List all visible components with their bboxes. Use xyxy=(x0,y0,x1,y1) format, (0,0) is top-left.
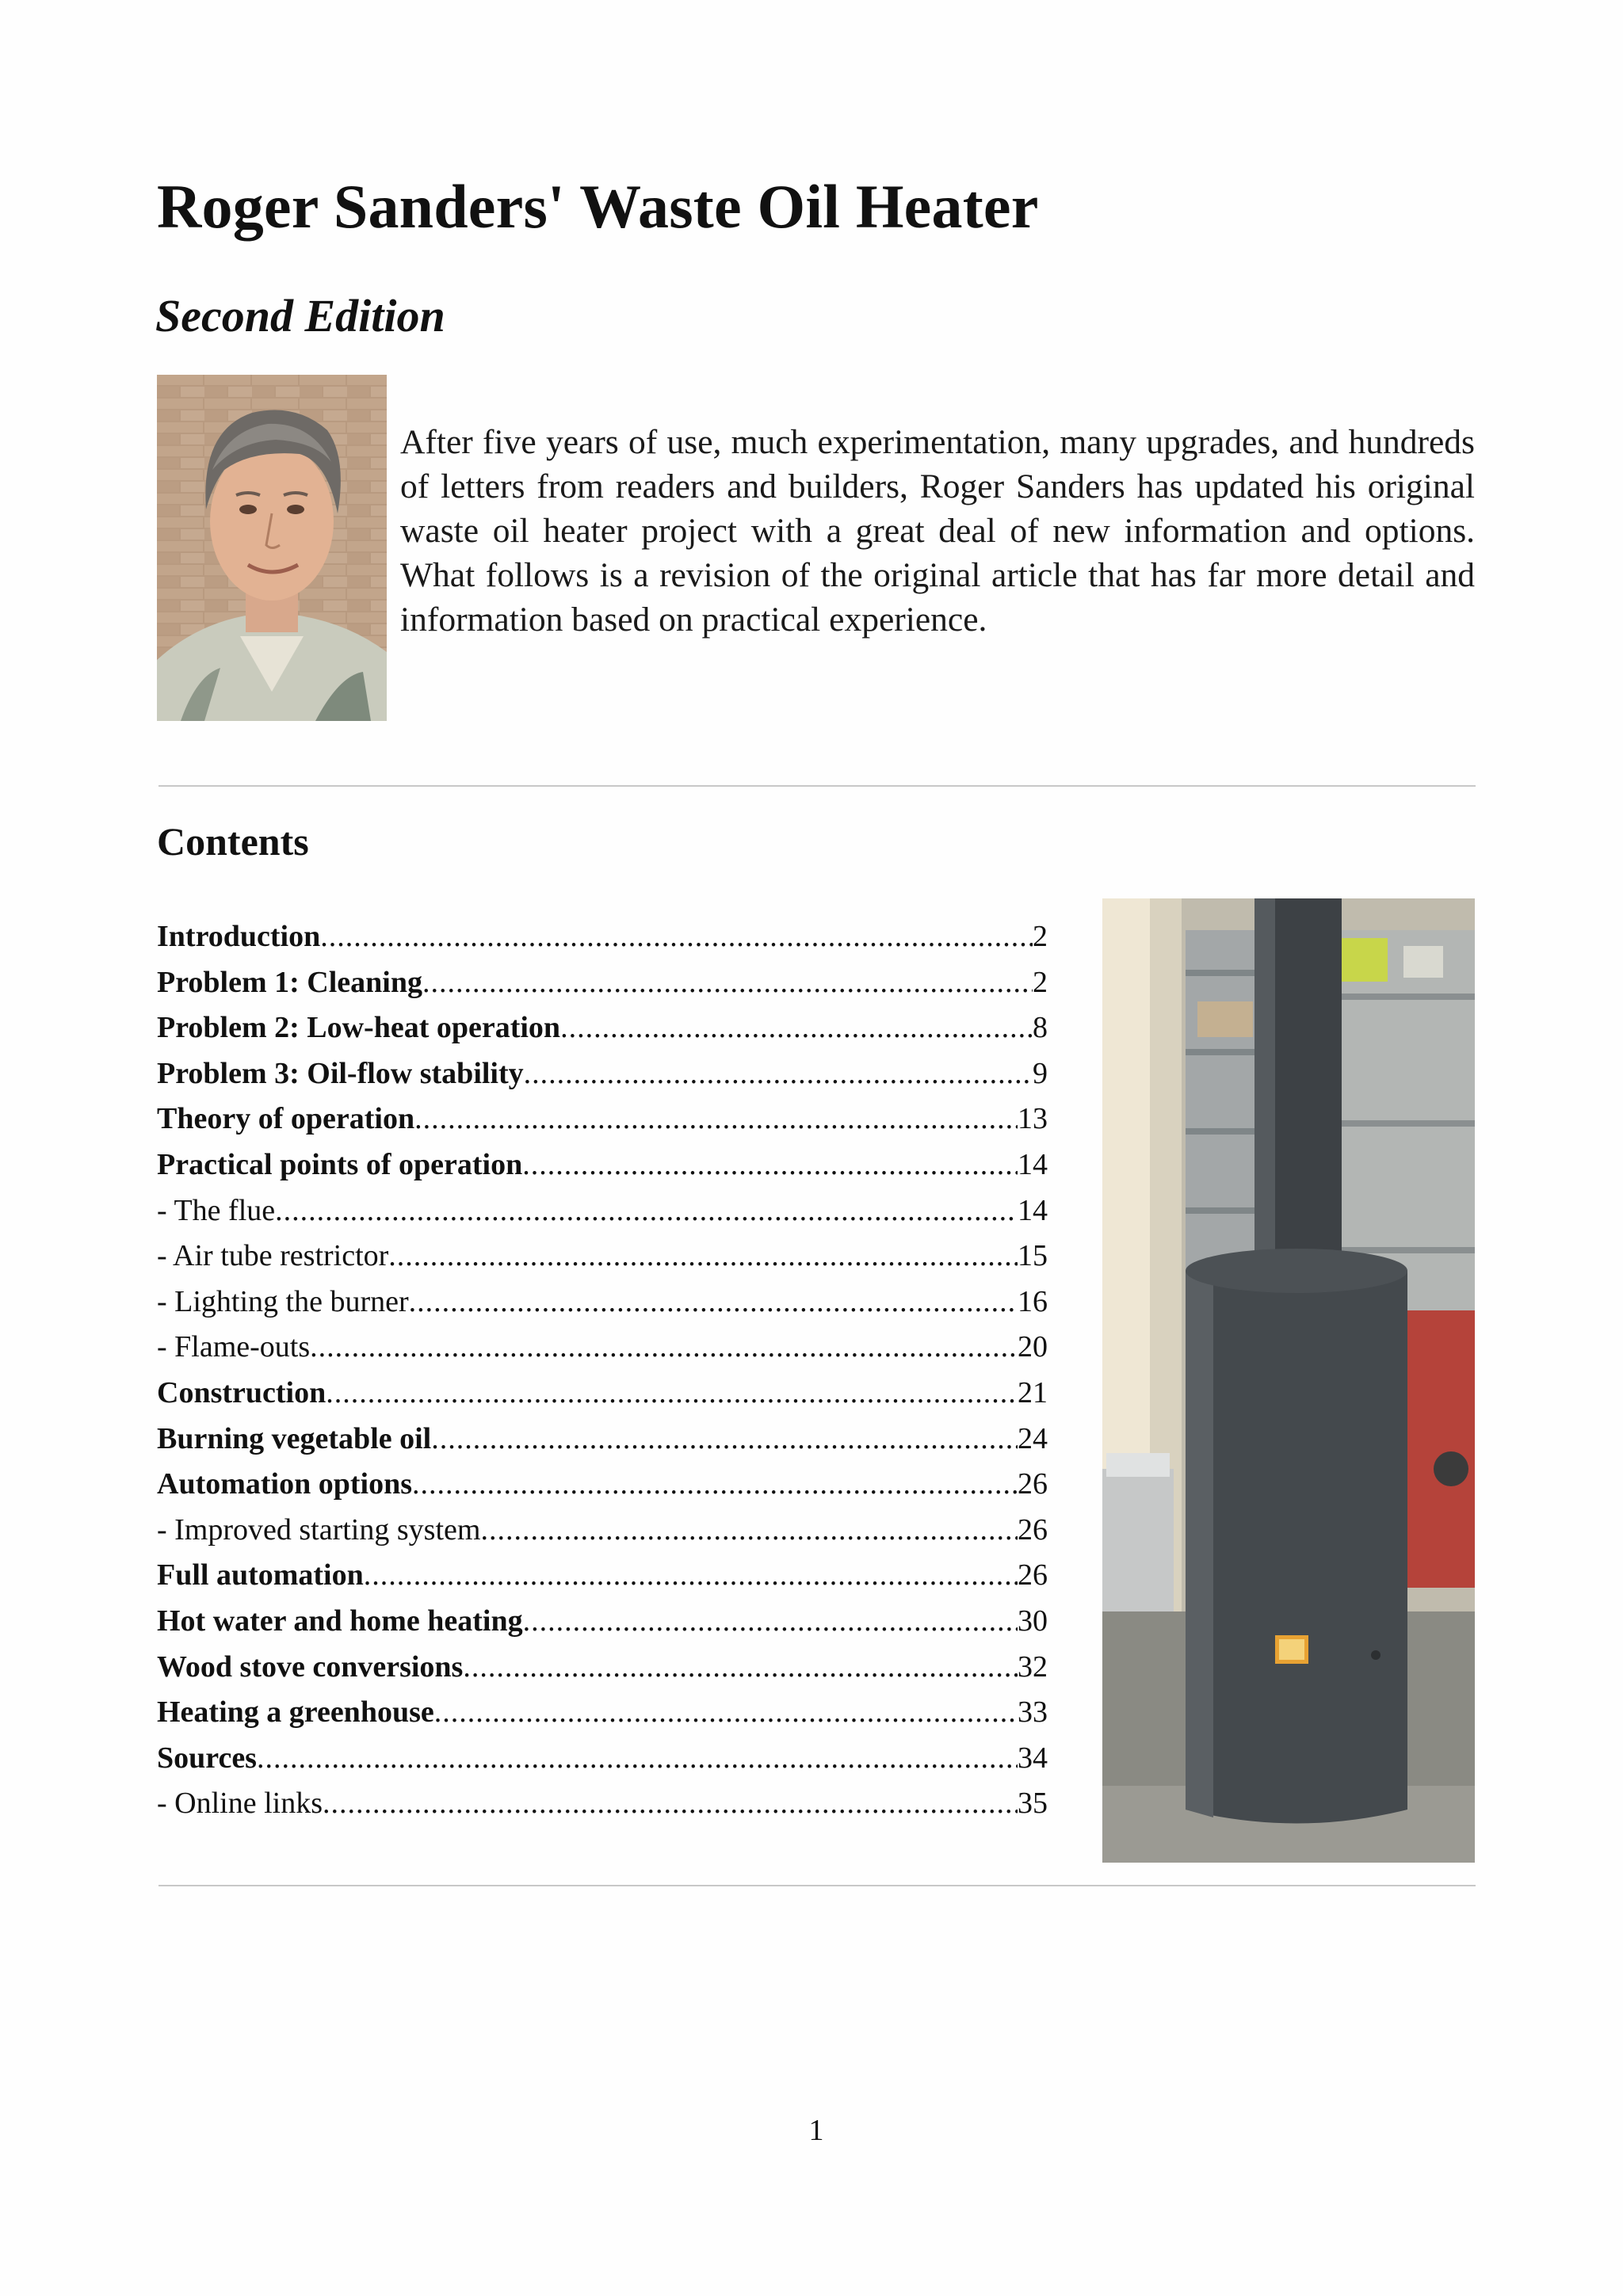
toc-entry-label: Sources xyxy=(157,1741,257,1775)
toc-entry xyxy=(157,1781,1048,1827)
toc-entry xyxy=(157,1553,1048,1599)
toc-entry-page: 14 xyxy=(1018,1147,1048,1181)
toc-entry-label: Automation options xyxy=(157,1467,412,1501)
toc-dot-leader xyxy=(414,1097,1018,1142)
intro-paragraph: After five years of use, much experimentation, many upgrades, and hundreds of letters from readers and builders, Roger Sanders has updated his original waste oil heater project with a great deal of new information and options. What follows is a revision of the original article that has far more detail and information based on practical experience. xyxy=(400,423,1475,639)
toc-dot-leader xyxy=(364,1553,1018,1599)
toc-dot-leader xyxy=(523,1599,1018,1645)
toc-entry-page: 26 xyxy=(1018,1558,1048,1592)
toc-entry xyxy=(157,1417,1048,1463)
toc-entry xyxy=(157,1599,1048,1645)
toc-dot-leader xyxy=(480,1508,1018,1554)
toc-entry xyxy=(157,1051,1048,1097)
toc-entry-label: - The flue xyxy=(157,1193,276,1227)
toc-entry xyxy=(157,1097,1048,1142)
toc-entry xyxy=(157,1371,1048,1417)
toc-entry xyxy=(157,1508,1048,1554)
toc-dot-leader xyxy=(422,960,1033,1006)
toc-entry-label: Theory of operation xyxy=(157,1102,415,1136)
toc-dot-leader xyxy=(326,1371,1018,1417)
toc-entry-label: Wood stove conversions xyxy=(157,1650,464,1684)
toc-entry-page: 34 xyxy=(1018,1741,1048,1775)
author-photo xyxy=(157,375,387,721)
toc-entry-page: 2 xyxy=(1033,920,1048,953)
toc-entry xyxy=(157,1280,1048,1325)
toc-dot-leader xyxy=(388,1234,1018,1280)
toc-entry-page: 33 xyxy=(1018,1695,1048,1730)
toc-dot-leader xyxy=(431,1417,1018,1463)
toc-entry-label: - Air tube restrictor xyxy=(157,1239,389,1273)
page-number: 1 xyxy=(808,2114,824,2147)
toc-entry-page: 2 xyxy=(1033,965,1048,999)
toc-entry-label: - Online links xyxy=(157,1787,323,1821)
toc-dot-leader xyxy=(524,1051,1033,1097)
edition-subtitle: Second Edition xyxy=(155,290,445,341)
toc-entry xyxy=(157,1736,1048,1782)
toc-entry-page: 32 xyxy=(1018,1650,1048,1684)
divider-top xyxy=(158,785,1476,787)
toc-entry-label: Hot water and home heating xyxy=(157,1604,523,1638)
toc-dot-leader xyxy=(463,1645,1018,1691)
toc-entry-page: 9 xyxy=(1033,1056,1048,1090)
divider-bottom xyxy=(158,1885,1476,1886)
toc-entry-label: Problem 3: Oil-flow stability xyxy=(157,1056,524,1090)
toc-entry-page: 16 xyxy=(1018,1284,1048,1318)
toc-dot-leader xyxy=(275,1188,1018,1234)
toc-dot-leader xyxy=(310,1325,1018,1371)
toc-dot-leader xyxy=(409,1280,1018,1325)
toc-entry xyxy=(157,1005,1048,1051)
toc-entry-label: - Flame-outs xyxy=(157,1330,311,1364)
toc-entry xyxy=(157,1325,1048,1371)
toc-dot-leader xyxy=(257,1736,1018,1782)
toc-entry-label: - Improved starting system xyxy=(157,1512,481,1547)
toc-entry-page: 20 xyxy=(1018,1330,1048,1364)
toc-entry-page: 26 xyxy=(1018,1512,1048,1547)
toc-dot-leader xyxy=(434,1690,1018,1736)
toc-entry-label: - Lighting the burner xyxy=(157,1284,409,1318)
toc-entry-label: Construction xyxy=(157,1375,327,1409)
toc-entry-page: 35 xyxy=(1018,1787,1048,1821)
toc-entry xyxy=(157,914,1048,960)
toc-entry xyxy=(157,1188,1048,1234)
toc-entry-page: 8 xyxy=(1033,1011,1048,1045)
toc-entry xyxy=(157,1462,1048,1508)
toc-entry-page: 21 xyxy=(1018,1375,1048,1409)
toc-entry-page: 24 xyxy=(1018,1421,1048,1455)
toc-entry-label: Problem 1: Cleaning xyxy=(157,965,422,999)
toc-entry-page: 26 xyxy=(1018,1467,1048,1501)
toc-entry-page: 15 xyxy=(1018,1239,1048,1273)
toc-entry xyxy=(157,960,1048,1006)
toc-entry-page: 13 xyxy=(1018,1102,1048,1136)
toc-dot-leader xyxy=(522,1142,1018,1188)
toc-entry-label: Burning vegetable oil xyxy=(157,1421,432,1455)
toc-dot-leader xyxy=(320,914,1033,960)
toc-entry xyxy=(157,1690,1048,1736)
toc-entry xyxy=(157,1234,1048,1280)
toc-entry-page: 14 xyxy=(1018,1193,1048,1227)
toc-entry-label: Full automation xyxy=(157,1558,364,1592)
toc-dot-leader xyxy=(412,1462,1018,1508)
toc-entry-label: Practical points of operation xyxy=(157,1147,523,1181)
toc-entry xyxy=(157,1142,1048,1188)
heater-photo xyxy=(1102,898,1475,1863)
toc-entry-label: Introduction xyxy=(157,920,321,953)
toc-entry-label: Problem 2: Low-heat operation xyxy=(157,1011,561,1045)
toc-dot-leader xyxy=(560,1005,1033,1051)
toc-dot-leader xyxy=(323,1781,1018,1827)
toc-entry-page: 30 xyxy=(1018,1604,1048,1638)
contents-heading: Contents xyxy=(157,819,309,864)
toc-entry xyxy=(157,1645,1048,1691)
toc-entry-label: Heating a greenhouse xyxy=(157,1695,434,1730)
table-of-contents xyxy=(157,914,1048,1827)
page-title: Roger Sanders' Waste Oil Heater xyxy=(157,172,1039,241)
